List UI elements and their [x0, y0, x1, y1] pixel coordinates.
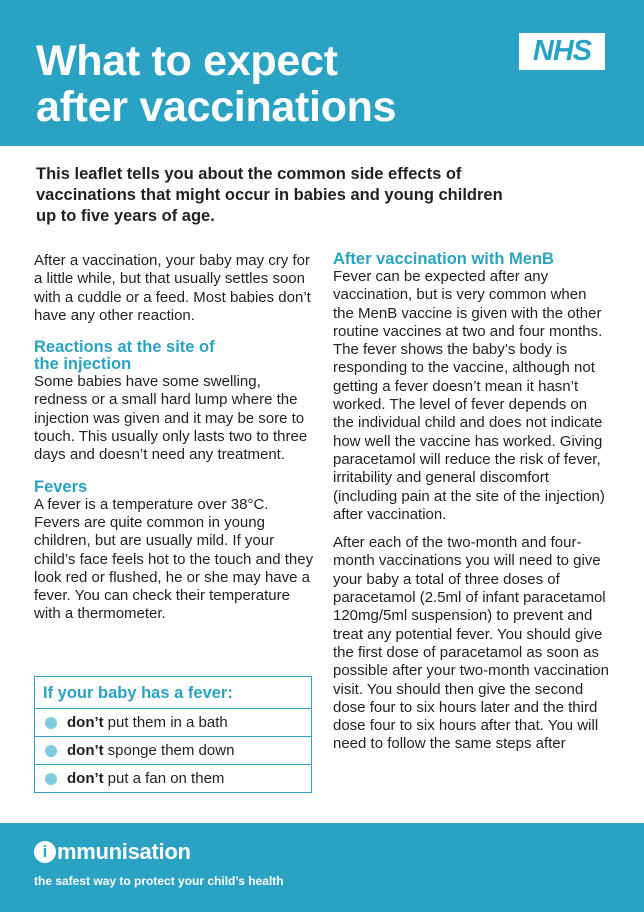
- bullet-icon: [45, 745, 57, 757]
- immunisation-word: mmunisation: [57, 839, 191, 864]
- reactions-heading-line-1: Reactions at the site of: [34, 338, 215, 357]
- fever-box-title: If your baby has a fever:: [35, 677, 311, 709]
- reactions-heading-line-2: the injection: [34, 355, 132, 374]
- title-line-2: after vaccinations: [36, 83, 397, 131]
- reactions-heading: [34, 339, 316, 373]
- intro-text: This leaflet tells you about the common side effects of vaccinations that might occur in babies and young children up to five years of age.: [36, 165, 503, 225]
- left-column: [34, 252, 316, 624]
- list-item-text: sponge them down: [107, 742, 235, 759]
- menb-paragraph-2: After each of the two-month and four-month vaccinations you will need to give your baby a total of three doses of paracetamol (2.5ml of infant paracetamol 120mg/5ml suspension) to prevent and treat any potential fever. You should give the first dose of paracetamol as soon as possible after your two-month vaccination visit. You should then give the second dose four to six hours later and the third dose four to six hours after that. You will need to follow the same steps after: [333, 534, 609, 753]
- list-item-text: put them in a bath: [107, 714, 228, 731]
- list-item: [35, 737, 311, 765]
- nhs-logo: [519, 33, 605, 70]
- title-line-1: What to expect: [36, 37, 338, 85]
- bullet-icon: [45, 773, 57, 785]
- fever-advice-box: [34, 676, 312, 793]
- left-intro-paragraph: After a vaccination, your baby may cry for a little while, but that usually settles soon with a cuddle or a feed. Most babies don’t have any other reaction.: [34, 252, 311, 324]
- footer-banner: [0, 823, 644, 912]
- list-item-bold: don’t: [67, 714, 104, 731]
- page-title: [36, 38, 396, 130]
- menb-paragraph-1: Fever can be expected after any vaccination, but is very common when the MenB vaccine is given with the other routine vaccines at two and four months. The fever shows the baby’s body is responding to the vaccine, although not getting a fever doesn’t mean it hasn’t worked. The level of fever depends on the individual child and does not indicate how well the vaccine has worked. Giving paracetamol will reduce the risk of fever, irritability and general discomfort (including pain at the site of the injection) after vaccination.: [333, 268, 605, 523]
- list-item: [35, 709, 311, 737]
- fevers-heading: Fevers: [34, 477, 88, 496]
- list-item-bold: don’t: [67, 742, 104, 759]
- info-i-icon: i: [34, 841, 56, 863]
- list-item: [35, 765, 311, 792]
- right-column: [333, 251, 611, 754]
- fevers-paragraph: A fever is a temperature over 38°C. Fevers are quite common in young children, but are usually mild. If your child’s face feels hot to the touch and they look red or flushed, he or she may have a fever. You can check their temperature with a thermometer.: [34, 495, 314, 623]
- immunisation-logo: [34, 839, 191, 865]
- fever-advice-list: [35, 709, 311, 792]
- list-item-bold: don’t: [67, 770, 104, 787]
- header-banner: [0, 0, 644, 146]
- menb-heading: After vaccination with MenB: [333, 250, 554, 268]
- footer-tagline: the safest way to protect your child’s health: [34, 874, 284, 888]
- list-item-text: put a fan on them: [107, 770, 225, 787]
- reactions-paragraph: Some babies have some swelling, redness or a small hard lump where the injection was given and it may be sore to touch. This usually only lasts two to three days and doesn’t need any treatment.: [34, 373, 308, 464]
- bullet-icon: [45, 717, 57, 729]
- nhs-logo-text: NHS: [532, 35, 592, 67]
